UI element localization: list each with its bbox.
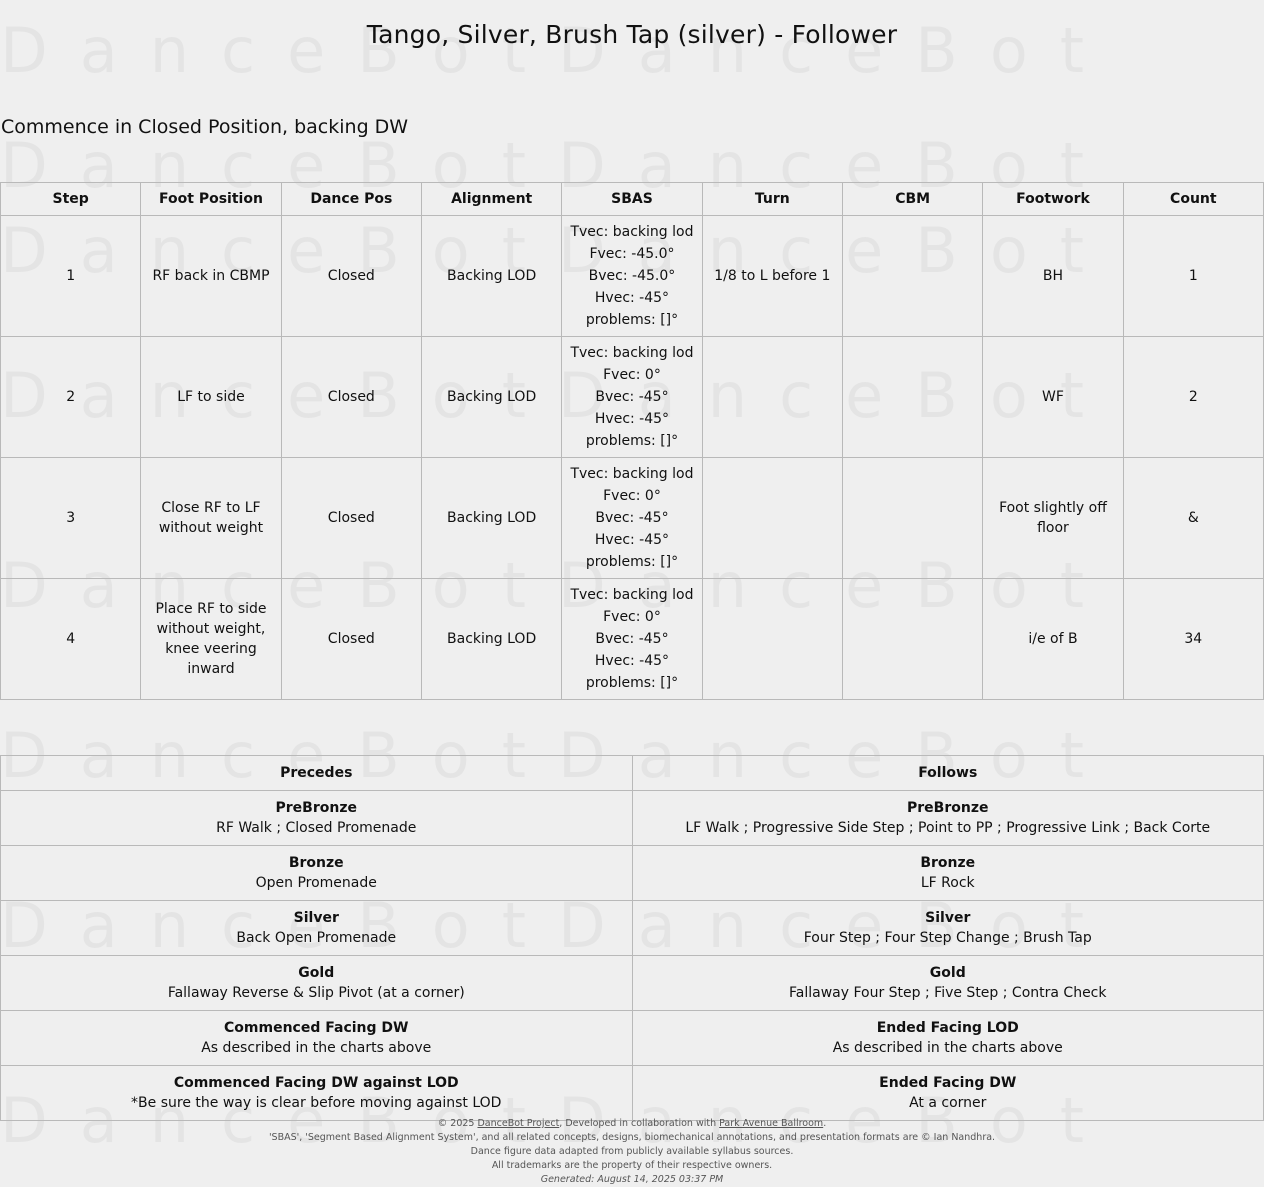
relation-figures: *Be sure the way is clear before moving against LOD (131, 1095, 502, 1111)
sbas-line: problems: []° (585, 675, 679, 691)
cell-alignment: Backing LOD (421, 337, 561, 458)
header-cbm: CBM (842, 183, 982, 216)
step-row (1, 579, 1264, 700)
footer-line-3: Dance figure data adapted from publicly available syllabus sources. (470, 1146, 794, 1157)
relation-level-title: Commenced Facing DW against LOD (173, 1075, 459, 1091)
cell-count: 2 (1123, 337, 1263, 458)
cell-footwork: WF (983, 337, 1123, 458)
cell-count: 34 (1123, 579, 1263, 700)
header-step: Step (1, 183, 141, 216)
precedes-follows-table (0, 755, 1264, 1121)
sbas-line: Hvec: -45° (594, 532, 670, 548)
cell-step: 4 (1, 579, 141, 700)
header-footwork: Footwork (983, 183, 1123, 216)
cell-sbas (562, 458, 702, 579)
cell-turn (702, 579, 842, 700)
relation-figures: As described in the charts above (201, 1040, 432, 1056)
relation-row (1, 791, 1264, 846)
cell-footwork: BH (983, 216, 1123, 337)
cell-turn (702, 458, 842, 579)
generated-timestamp (0, 1173, 1264, 1187)
footer-line-4: All trademarks are the property of their respective owners. (491, 1160, 773, 1171)
copyright: © 2025 (437, 1118, 478, 1129)
relation-level-title: Ended Facing LOD (876, 1020, 1019, 1036)
relation-figures: At a corner (909, 1095, 987, 1111)
step-row (1, 337, 1264, 458)
relation-level-title: Bronze (920, 855, 976, 871)
sbas-line: Fvec: -45.0° (589, 246, 675, 262)
commence-position: Commence in Closed Position, backing DW (1, 116, 409, 138)
footer-line-2: 'SBAS', 'Segment Based Alignment System', and all related concepts, designs, biomechanical annotations, and presentation formats are © Ian Nandhra. (268, 1132, 996, 1143)
relation-figures: Fallaway Four Step ; Five Step ; Contra Check (789, 985, 1107, 1001)
footer (0, 1117, 1264, 1187)
steps-header-row (1, 183, 1264, 216)
sbas-line: Hvec: -45° (594, 290, 670, 306)
cell-foot-position: Close RF to LF without weight (141, 458, 281, 579)
relation-row (1, 1011, 1264, 1066)
cell-footwork: Foot slightly off floor (983, 458, 1123, 579)
relations-header-row (1, 756, 1264, 791)
cell-sbas (562, 216, 702, 337)
sbas-line: Hvec: -45° (594, 411, 670, 427)
header-alignment: Alignment (421, 183, 561, 216)
generated-text: Generated: August 14, 2025 03:37 PM (540, 1174, 724, 1185)
relation-figures: LF Rock (920, 875, 975, 891)
sbas-line: Fvec: 0° (603, 609, 661, 625)
header-follows: Follows (632, 756, 1264, 791)
relation-figures: Four Step ; Four Step Change ; Brush Tap (803, 930, 1092, 946)
cell-cbm (842, 337, 982, 458)
sbas-line: Bvec: -45° (595, 631, 669, 647)
relation-level-title: PreBronze (907, 800, 989, 816)
header-precedes: Precedes (1, 756, 633, 791)
cell-alignment: Backing LOD (421, 579, 561, 700)
step-row (1, 458, 1264, 579)
precedes-cell (1, 1011, 633, 1066)
sbas-line: Hvec: -45° (594, 653, 670, 669)
sbas-line: Tvec: backing lod (570, 587, 694, 603)
sbas-line: Tvec: backing lod (570, 345, 694, 361)
sbas-line: Bvec: -45.0° (588, 268, 676, 284)
cell-sbas (562, 579, 702, 700)
relation-figures: Open Promenade (255, 875, 377, 891)
cell-step: 2 (1, 337, 141, 458)
header-foot-position: Foot Position (141, 183, 281, 216)
cell-sbas (562, 337, 702, 458)
relation-figures: LF Walk ; Progressive Side Step ; Point to PP ; Progressive Link ; Back Corte (685, 820, 1211, 836)
relation-row (1, 846, 1264, 901)
follows-cell (632, 1011, 1264, 1066)
sbas-line: problems: []° (585, 312, 679, 328)
relation-level-title: Bronze (288, 855, 344, 871)
cell-count: 1 (1123, 216, 1263, 337)
sbas-line: problems: []° (585, 554, 679, 570)
follows-cell (632, 791, 1264, 846)
follows-cell (632, 1066, 1264, 1121)
dancebot-project-link[interactable]: DanceBot Project (477, 1118, 560, 1129)
cell-footwork: i/e of B (983, 579, 1123, 700)
steps-table (0, 182, 1264, 700)
header-dance-pos: Dance Pos (281, 183, 421, 216)
follows-cell (632, 846, 1264, 901)
header-count: Count (1123, 183, 1263, 216)
follows-cell (632, 956, 1264, 1011)
relation-figures: As described in the charts above (832, 1040, 1063, 1056)
collab-text: , Developed in collaboration with (559, 1118, 720, 1129)
cell-foot-position: Place RF to side without weight, knee veering inward (141, 579, 281, 700)
relation-level-title: Ended Facing DW (879, 1075, 1017, 1091)
relation-row (1, 956, 1264, 1011)
collab-end: . (823, 1118, 827, 1129)
precedes-cell (1, 791, 633, 846)
header-sbas: SBAS (562, 183, 702, 216)
relation-level-title: Silver (925, 910, 971, 926)
sbas-line: problems: []° (585, 433, 679, 449)
cell-step: 3 (1, 458, 141, 579)
sbas-line: Bvec: -45° (595, 510, 669, 526)
cell-foot-position: RF back in CBMP (141, 216, 281, 337)
cell-dance-pos: Closed (281, 337, 421, 458)
relation-figures: Back Open Promenade (236, 930, 397, 946)
relation-level-title: Gold (298, 965, 335, 981)
cell-dance-pos: Closed (281, 216, 421, 337)
cell-step: 1 (1, 216, 141, 337)
footer-line-1 (0, 1117, 1264, 1131)
cell-count: & (1123, 458, 1263, 579)
cell-cbm (842, 458, 982, 579)
relation-figures: RF Walk ; Closed Promenade (216, 820, 417, 836)
cell-turn (702, 337, 842, 458)
cell-dance-pos: Closed (281, 458, 421, 579)
relation-figures: Fallaway Reverse & Slip Pivot (at a corner) (167, 985, 465, 1001)
precedes-cell (1, 846, 633, 901)
cell-cbm (842, 579, 982, 700)
relation-level-title: Gold (929, 965, 966, 981)
follows-cell (632, 901, 1264, 956)
relation-level-title: PreBronze (275, 800, 357, 816)
precedes-cell (1, 956, 633, 1011)
sbas-line: Tvec: backing lod (570, 466, 694, 482)
sbas-line: Fvec: 0° (603, 367, 661, 383)
relation-level-title: Silver (293, 910, 339, 926)
step-row (1, 216, 1264, 337)
relation-row (1, 1066, 1264, 1121)
sbas-line: Bvec: -45° (595, 389, 669, 405)
cell-cbm (842, 216, 982, 337)
cell-alignment: Backing LOD (421, 458, 561, 579)
sbas-line: Tvec: backing lod (570, 224, 694, 240)
cell-turn: 1/8 to L before 1 (702, 216, 842, 337)
relation-level-title: Commenced Facing DW (224, 1020, 409, 1036)
precedes-cell (1, 901, 633, 956)
park-avenue-ballroom-link[interactable]: Park Avenue Ballroom (719, 1118, 824, 1129)
relation-row (1, 901, 1264, 956)
cell-dance-pos: Closed (281, 579, 421, 700)
cell-alignment: Backing LOD (421, 216, 561, 337)
header-turn: Turn (702, 183, 842, 216)
page-title: Tango, Silver, Brush Tap (silver) - Follower (366, 20, 898, 49)
sbas-line: Fvec: 0° (603, 488, 661, 504)
precedes-cell (1, 1066, 633, 1121)
cell-foot-position: LF to side (141, 337, 281, 458)
